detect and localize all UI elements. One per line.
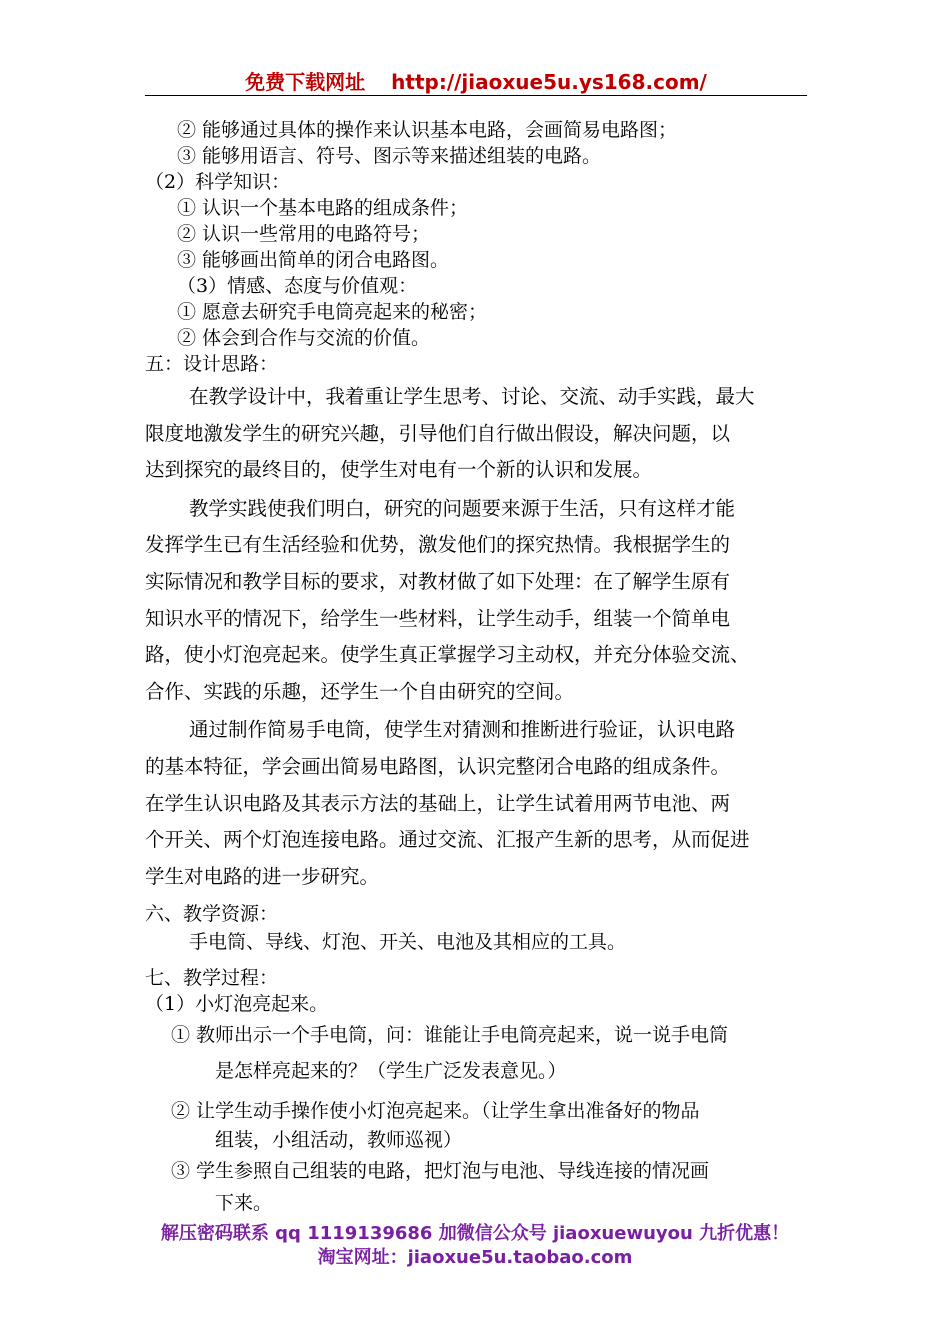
goal-line: ② 能够通过具体的操作来认识基本电路，会画简易电路图； (177, 119, 678, 141)
paragraph-line: 在教学设计中，我着重让学生思考、讨论、交流、动手实践，最大 (189, 385, 755, 408)
list-item (145, 1095, 809, 1153)
section-heading: （3）情感、态度与价值观： (177, 275, 418, 297)
goal-line: ② 体会到合作与交流的价值。 (177, 327, 431, 349)
header-url[interactable]: http://jiaoxue5u.ys168.com/ (391, 70, 707, 94)
list-item-line: 是怎样亮起来的？（学生广泛发表意见。） (215, 1060, 567, 1083)
paragraph-line: 达到探究的最终目的，使学生对电有一个新的认识和发展。 (145, 458, 653, 482)
document-body (145, 117, 809, 1219)
paragraph-line: 教学实践使我们明白，研究的问题要来源于生活，只有这样才能 (189, 496, 736, 520)
header-label: 免费下载网址 (245, 70, 366, 94)
section-heading: （2）科学知识： (145, 171, 291, 193)
section-heading: 六、教学资源： (145, 903, 279, 926)
paragraph (145, 379, 809, 489)
paragraph-line: 发挥学生已有生活经验和优势，激发他们的探究热情。我根据学生的 (145, 533, 731, 557)
paragraph-line: 通过制作简易手电筒，使学生对猜测和推断进行验证，认识电路 (189, 718, 736, 742)
sub-heading: （1）小灯泡亮起来。 (145, 993, 329, 1016)
list-item-line: ② 让学生动手操作使小灯泡亮起来。（让学生拿出准备好的物品 (171, 1100, 700, 1123)
list-item-line: ③ 学生参照自己组装的电路，把灯泡与电池、导线连接的情况画 (171, 1160, 710, 1183)
list-item (145, 1155, 809, 1219)
list-item (145, 1017, 809, 1089)
paragraph-line: 限度地激发学生的研究兴趣，引导他们自行做出假设，解决问题，以 (145, 421, 731, 445)
list-item-line: ① 教师出示一个手电筒，问：谁能让手电筒亮起来，说一说手电筒 (171, 1024, 729, 1047)
section-heading: 七、教学过程： (145, 967, 279, 990)
goal-line: ③ 能够用语言、符号、图示等来描述组装的电路。 (177, 145, 602, 167)
section-text: 手电筒、导线、灯泡、开关、电池及其相应的工具。 (189, 931, 627, 954)
paragraph-line: 合作、实践的乐趣，还学生一个自由研究的空间。 (145, 679, 575, 703)
header-divider (145, 95, 807, 96)
goal-line: ② 认识一些常用的电路符号； (177, 223, 431, 245)
paragraph-line: 的基本特征，学会画出简易电路图，认识完整闭合电路的组成条件。 (145, 754, 731, 778)
paragraph-line: 知识水平的情况下，给学生一些材料，让学生动手，组装一个简单电 (145, 606, 731, 630)
goal-line: ③ 能够画出简单的闭合电路图。 (177, 249, 450, 271)
footer-shop-link[interactable]: 淘宝网址：jiaoxue5u.taobao.com (317, 1247, 633, 1268)
paragraph-line: 个开关、两个灯泡连接电路。通过交流、汇报产生新的思考，从而促进 (145, 828, 750, 852)
paragraph (145, 491, 809, 711)
paragraph-line: 在学生认识电路及其表示方法的基础上，让学生试着用两节电池、两 (145, 791, 731, 815)
paragraph-line: 学生对电路的进一步研究。 (145, 864, 380, 888)
page-header (145, 66, 807, 95)
footer-contact: 解压密码联系 qq 1119139686 加微信公众号 jiaoxuewuyou 九折优惠！ (160, 1223, 790, 1244)
goal-line: ① 愿意去研究手电筒亮起来的秘密； (177, 301, 488, 323)
paragraph (145, 712, 809, 895)
paragraph-line: 路，使小灯泡亮起来。使学生真正掌握学习主动权，并充分体验交流、 (145, 643, 750, 667)
goal-line: ① 认识一个基本电路的组成条件； (177, 197, 469, 219)
list-item-line: 下来。 (215, 1192, 273, 1215)
paragraph-line: 实际情况和教学目标的要求，对教材做了如下处理：在了解学生原有 (145, 569, 731, 593)
list-item-line: 组装，小组活动，教师巡视） (215, 1129, 463, 1152)
section-heading: 五：设计思路： (145, 353, 279, 375)
